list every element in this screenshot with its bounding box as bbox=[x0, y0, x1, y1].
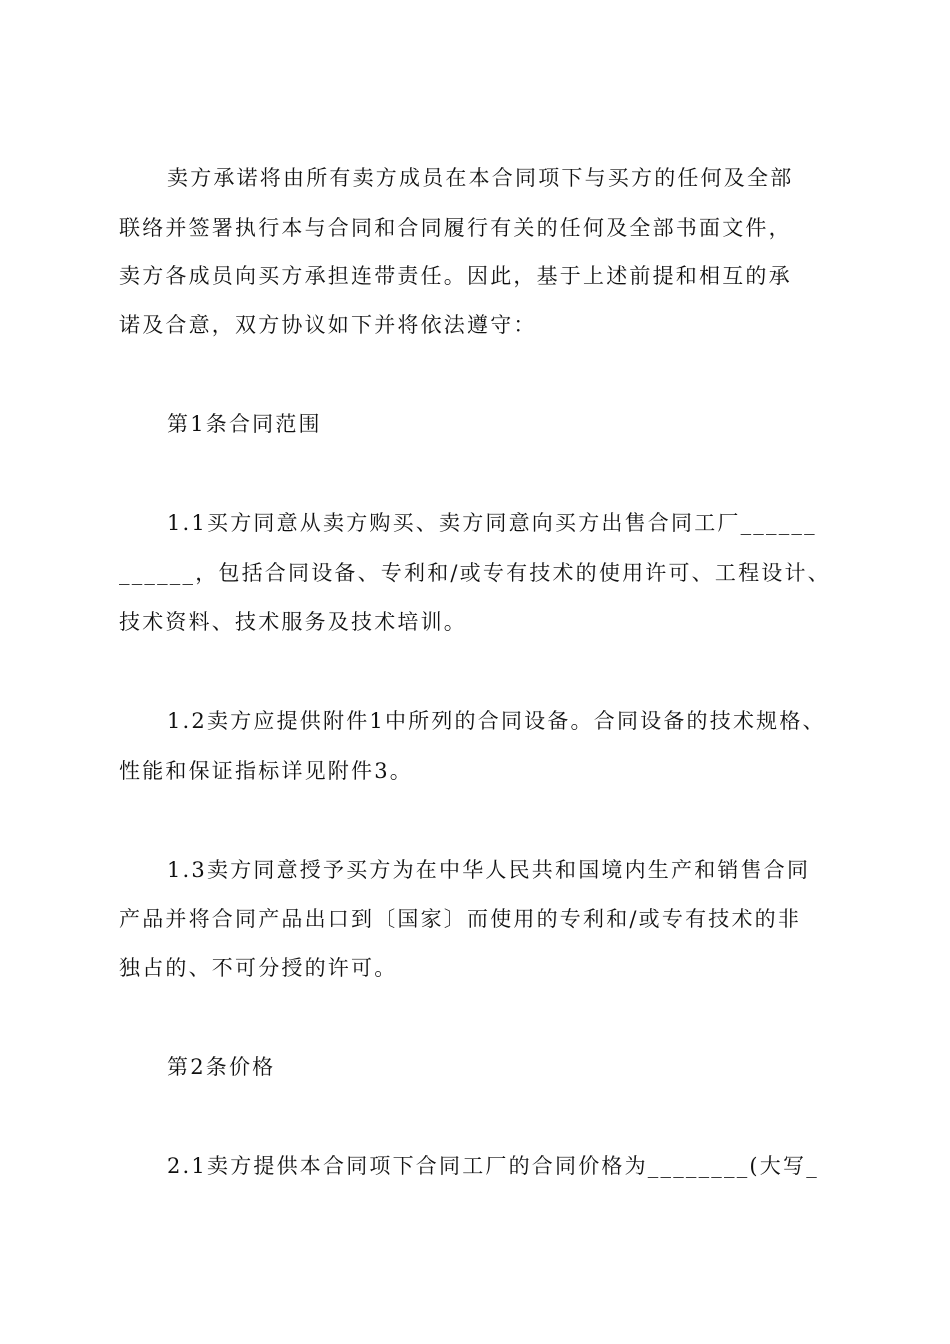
article-2-heading: 第2条价格 bbox=[167, 1055, 276, 1079]
clause-1-3-line-2: 产品并将合同产品出口到〔国家〕而使用的专利和/或专有技术的非 bbox=[119, 907, 802, 931]
paragraph-intro-line-4: 诺及合意，双方协议如下并将依法遵守： bbox=[119, 313, 537, 337]
paragraph-intro-line-3: 卖方各成员向买方承担连带责任。因此，基于上述前提和相互的承 bbox=[119, 264, 792, 288]
paragraph-intro-line-1: 卖方承诺将由所有卖方成员在本合同项下与买方的任何及全部 bbox=[167, 166, 794, 190]
clause-1-3-line-3: 独占的、不可分授的许可。 bbox=[119, 956, 398, 980]
clause-1-1-line-1: 1.1买方同意从卖方购买、卖方同意向买方出售合同工厂______ bbox=[167, 511, 817, 535]
clause-1-3-line-1: 1.3卖方同意授予买方为在中华人民共和国境内生产和销售合同 bbox=[167, 858, 811, 882]
clause-1-2-line-1: 1.2卖方应提供附件1中所列的合同设备。合同设备的技术规格、 bbox=[167, 709, 826, 733]
clause-1-1-line-3: 技术资料、技术服务及技术培训。 bbox=[119, 610, 467, 634]
clause-1-2-line-2: 性能和保证指标详见附件3。 bbox=[119, 759, 413, 783]
clause-2-1-line-1: 2.1卖方提供本合同项下合同工厂的合同价格为________(大写_ bbox=[167, 1154, 819, 1178]
paragraph-intro-line-2: 联络并签署执行本与合同和合同履行有关的任何及全部书面文件， bbox=[119, 216, 792, 240]
clause-1-1-line-2: ______，包括合同设备、专利和/或专有技术的使用许可、工程设计、 bbox=[119, 561, 831, 585]
article-1-heading: 第1条合同范围 bbox=[167, 412, 322, 436]
